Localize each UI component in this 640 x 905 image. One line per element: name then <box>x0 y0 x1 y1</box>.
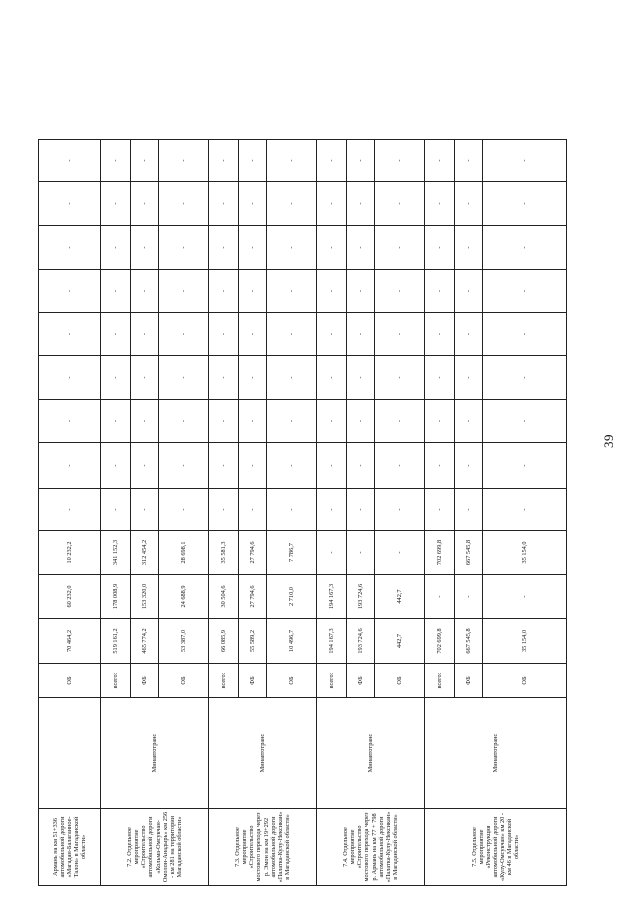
amount-cell: - <box>483 182 567 226</box>
amount-cell: 341 152,3 <box>101 531 131 575</box>
funding-source-cell: ФБ <box>455 664 483 698</box>
amount-cell: - <box>239 356 267 400</box>
amount-cell: - <box>159 356 209 400</box>
funding-source-cell: ОБ <box>267 664 317 698</box>
amount-cell: - <box>131 443 159 489</box>
amount-cell: - <box>209 140 239 182</box>
executor-cell: Минавтотранс <box>317 698 425 809</box>
amount-cell: - <box>209 270 239 313</box>
amount-cell: - <box>159 443 209 489</box>
amount-cell: - <box>483 270 567 313</box>
amount-cell: - <box>347 443 375 489</box>
amount-cell: - <box>239 226 267 270</box>
table-row <box>317 18 347 886</box>
amount-cell: - <box>267 182 317 226</box>
amount-cell: - <box>39 489 101 531</box>
amount-cell: - <box>317 313 347 356</box>
amount-cell: - <box>455 270 483 313</box>
amount-cell: - <box>455 140 483 182</box>
amount-cell: 35 154,0 <box>483 531 567 575</box>
amount-cell: - <box>209 400 239 443</box>
amount-cell: - <box>425 226 455 270</box>
amount-cell: - <box>239 313 267 356</box>
table-row <box>101 18 131 886</box>
amount-cell: - <box>455 226 483 270</box>
amount-cell: 35 154,0 <box>483 619 567 664</box>
amount-cell: - <box>209 182 239 226</box>
amount-cell: - <box>455 443 483 489</box>
page-number: 39 <box>601 434 616 448</box>
amount-cell: - <box>483 489 567 531</box>
amount-cell: - <box>375 140 425 182</box>
amount-cell: - <box>425 443 455 489</box>
table-row <box>39 18 101 886</box>
amount-cell: - <box>131 489 159 531</box>
measure-name-cell: 7.5. Отдельное мероприятие «Реконструкция автомобильной дороги «Кулу-Омсукчан» км 20 - км 46 в Магаданской области» <box>425 809 567 886</box>
amount-cell: - <box>425 400 455 443</box>
amount-cell: - <box>39 270 101 313</box>
table-body <box>39 18 567 886</box>
amount-cell: - <box>159 182 209 226</box>
amount-cell: - <box>101 182 131 226</box>
amount-cell: - <box>375 313 425 356</box>
funding-source-cell: ФБ <box>131 664 159 698</box>
amount-cell: - <box>209 443 239 489</box>
amount-cell: - <box>101 226 131 270</box>
funding-source-cell: ОБ <box>159 664 209 698</box>
amount-cell: - <box>267 489 317 531</box>
amount-cell: - <box>159 140 209 182</box>
funding-source-cell: ОБ <box>483 664 567 698</box>
amount-cell: - <box>101 489 131 531</box>
amount-cell: - <box>317 182 347 226</box>
amount-cell: 10 232,2 <box>39 531 101 575</box>
amount-cell: - <box>209 489 239 531</box>
amount-cell: - <box>375 182 425 226</box>
amount-cell: - <box>317 356 347 400</box>
amount-cell: - <box>375 489 425 531</box>
amount-cell: - <box>267 356 317 400</box>
amount-cell: - <box>101 140 131 182</box>
amount-cell: - <box>317 226 347 270</box>
amount-cell: - <box>425 270 455 313</box>
amount-cell: - <box>425 356 455 400</box>
executor-cell: Минавтотранс <box>425 698 567 809</box>
amount-cell: - <box>39 443 101 489</box>
amount-cell: - <box>267 400 317 443</box>
amount-cell: - <box>239 400 267 443</box>
amount-cell: - <box>375 226 425 270</box>
amount-cell: - <box>347 313 375 356</box>
amount-cell: - <box>455 356 483 400</box>
amount-cell: - <box>347 182 375 226</box>
amount-cell: - <box>39 226 101 270</box>
funding-source-cell: ОБ <box>375 664 425 698</box>
amount-cell: - <box>267 443 317 489</box>
amount-cell: 70 464,2 <box>39 619 101 664</box>
funding-source-cell: всего: <box>209 664 239 698</box>
amount-cell: - <box>347 140 375 182</box>
rotated-table-wrapper <box>38 18 566 886</box>
amount-cell: 35 581,3 <box>209 531 239 575</box>
amount-cell: - <box>347 356 375 400</box>
amount-cell: 2 710,0 <box>267 575 317 619</box>
amount-cell: - <box>425 575 455 619</box>
funding-source-cell: всего: <box>101 664 131 698</box>
amount-cell: - <box>239 140 267 182</box>
amount-cell: 194 167,3 <box>317 575 347 619</box>
amount-cell: - <box>131 313 159 356</box>
amount-cell: - <box>317 270 347 313</box>
amount-cell: 153 320,0 <box>131 575 159 619</box>
funding-source-cell: всего: <box>425 664 455 698</box>
amount-cell: 667 545,8 <box>455 531 483 575</box>
amount-cell: 60 232,0 <box>39 575 101 619</box>
amount-cell: - <box>39 140 101 182</box>
table-row <box>209 18 239 886</box>
amount-cell: - <box>39 313 101 356</box>
amount-cell: - <box>131 182 159 226</box>
amount-cell: - <box>209 226 239 270</box>
amount-cell: - <box>101 443 131 489</box>
amount-cell: - <box>425 489 455 531</box>
amount-cell: - <box>317 400 347 443</box>
amount-cell: - <box>375 443 425 489</box>
amount-cell: - <box>347 270 375 313</box>
amount-cell: - <box>375 270 425 313</box>
amount-cell: - <box>455 313 483 356</box>
amount-cell: - <box>347 489 375 531</box>
amount-cell: - <box>483 313 567 356</box>
amount-cell: - <box>483 140 567 182</box>
executor-cell: Минавтотранс <box>101 698 209 809</box>
amount-cell: - <box>455 182 483 226</box>
amount-cell: - <box>483 443 567 489</box>
amount-cell: - <box>101 270 131 313</box>
amount-cell: - <box>455 400 483 443</box>
amount-cell: 702 699,8 <box>425 619 455 664</box>
amount-cell: 442,7 <box>375 575 425 619</box>
amount-cell: 7 786,7 <box>267 531 317 575</box>
amount-cell: 465 774,2 <box>131 619 159 664</box>
amount-cell: - <box>131 270 159 313</box>
amount-cell: - <box>375 400 425 443</box>
amount-cell: 193 724,6 <box>347 619 375 664</box>
amount-cell: - <box>317 531 347 575</box>
amount-cell: - <box>159 226 209 270</box>
amount-cell: - <box>317 140 347 182</box>
amount-cell: - <box>159 400 209 443</box>
amount-cell: - <box>239 182 267 226</box>
amount-cell: - <box>375 531 425 575</box>
measure-name-cell: 7.4. Отдельное мероприятие «Строительство мостового перехода через р. Армань на км 77 + 798 автомобильной дороги «Палатка-Кулу-Нексикан» в Магаданской области» <box>317 809 425 886</box>
amount-cell: - <box>239 489 267 531</box>
amount-cell: 442,7 <box>375 619 425 664</box>
amount-cell: 193 724,6 <box>347 575 375 619</box>
amount-cell: 27 794,6 <box>239 575 267 619</box>
budget-table <box>38 17 567 886</box>
funding-source-cell: ФБ <box>239 664 267 698</box>
amount-cell: - <box>239 270 267 313</box>
amount-cell: - <box>347 531 375 575</box>
amount-cell: 53 387,0 <box>159 619 209 664</box>
funding-source-cell: ФБ <box>347 664 375 698</box>
amount-cell: 312 454,2 <box>131 531 159 575</box>
amount-cell: - <box>375 356 425 400</box>
amount-cell: - <box>39 182 101 226</box>
measure-name-cell: 7.3. Отдельное мероприятие «Строительство мостового перехода через р. Эмон на км 19+292 автомобильной дороги «Палатка-Кулу-Нексикан» в Магаданской области» <box>209 809 317 886</box>
amount-cell: - <box>483 400 567 443</box>
measure-name-cell: 7.2. Отдельное мероприятие «Строительство автомобильной дороги «Кольма-Омсукчан-Омолон-Анадырь» км 256 - км 281 на территории Магаданской области» <box>101 809 209 886</box>
amount-cell: - <box>209 356 239 400</box>
amount-cell: 28 698,1 <box>159 531 209 575</box>
amount-cell: - <box>159 270 209 313</box>
amount-cell: - <box>267 270 317 313</box>
amount-cell: - <box>159 489 209 531</box>
amount-cell: 667 545,8 <box>455 619 483 664</box>
amount-cell: - <box>347 400 375 443</box>
amount-cell: - <box>455 575 483 619</box>
executor-cell <box>39 698 101 809</box>
table-row <box>425 18 455 886</box>
amount-cell: - <box>317 443 347 489</box>
amount-cell: - <box>483 575 567 619</box>
amount-cell: - <box>131 140 159 182</box>
amount-cell: - <box>267 140 317 182</box>
amount-cell: 194 167,3 <box>317 619 347 664</box>
amount-cell: - <box>425 140 455 182</box>
amount-cell: - <box>347 226 375 270</box>
amount-cell: - <box>455 489 483 531</box>
funding-source-cell: всего: <box>317 664 347 698</box>
amount-cell: - <box>267 226 317 270</box>
amount-cell: - <box>483 226 567 270</box>
amount-cell: 24 688,9 <box>159 575 209 619</box>
amount-cell: - <box>101 313 131 356</box>
amount-cell: - <box>131 356 159 400</box>
amount-cell: - <box>425 182 455 226</box>
amount-cell: 30 504,6 <box>209 575 239 619</box>
amount-cell: - <box>101 400 131 443</box>
amount-cell: - <box>239 443 267 489</box>
amount-cell: 519 161,2 <box>101 619 131 664</box>
amount-cell: 66 085,9 <box>209 619 239 664</box>
executor-cell: Минавтотранс <box>209 698 317 809</box>
amount-cell: 27 794,6 <box>239 531 267 575</box>
amount-cell: - <box>39 400 101 443</box>
amount-cell: - <box>317 489 347 531</box>
amount-cell: - <box>39 356 101 400</box>
amount-cell: 10 496,7 <box>267 619 317 664</box>
amount-cell: - <box>159 313 209 356</box>
amount-cell: 55 589,2 <box>239 619 267 664</box>
amount-cell: - <box>483 356 567 400</box>
measure-name-cell: Армань на км 51+336 автомобильной дороги «Магадан-Балаганное-Талон» в Магаданской области» <box>39 809 101 886</box>
amount-cell: - <box>131 226 159 270</box>
funding-source-cell: ОБ <box>39 664 101 698</box>
amount-cell: - <box>267 313 317 356</box>
amount-cell: 178 008,9 <box>101 575 131 619</box>
amount-cell: - <box>101 356 131 400</box>
amount-cell: - <box>131 400 159 443</box>
amount-cell: - <box>425 313 455 356</box>
amount-cell: - <box>209 313 239 356</box>
amount-cell: 702 699,8 <box>425 531 455 575</box>
